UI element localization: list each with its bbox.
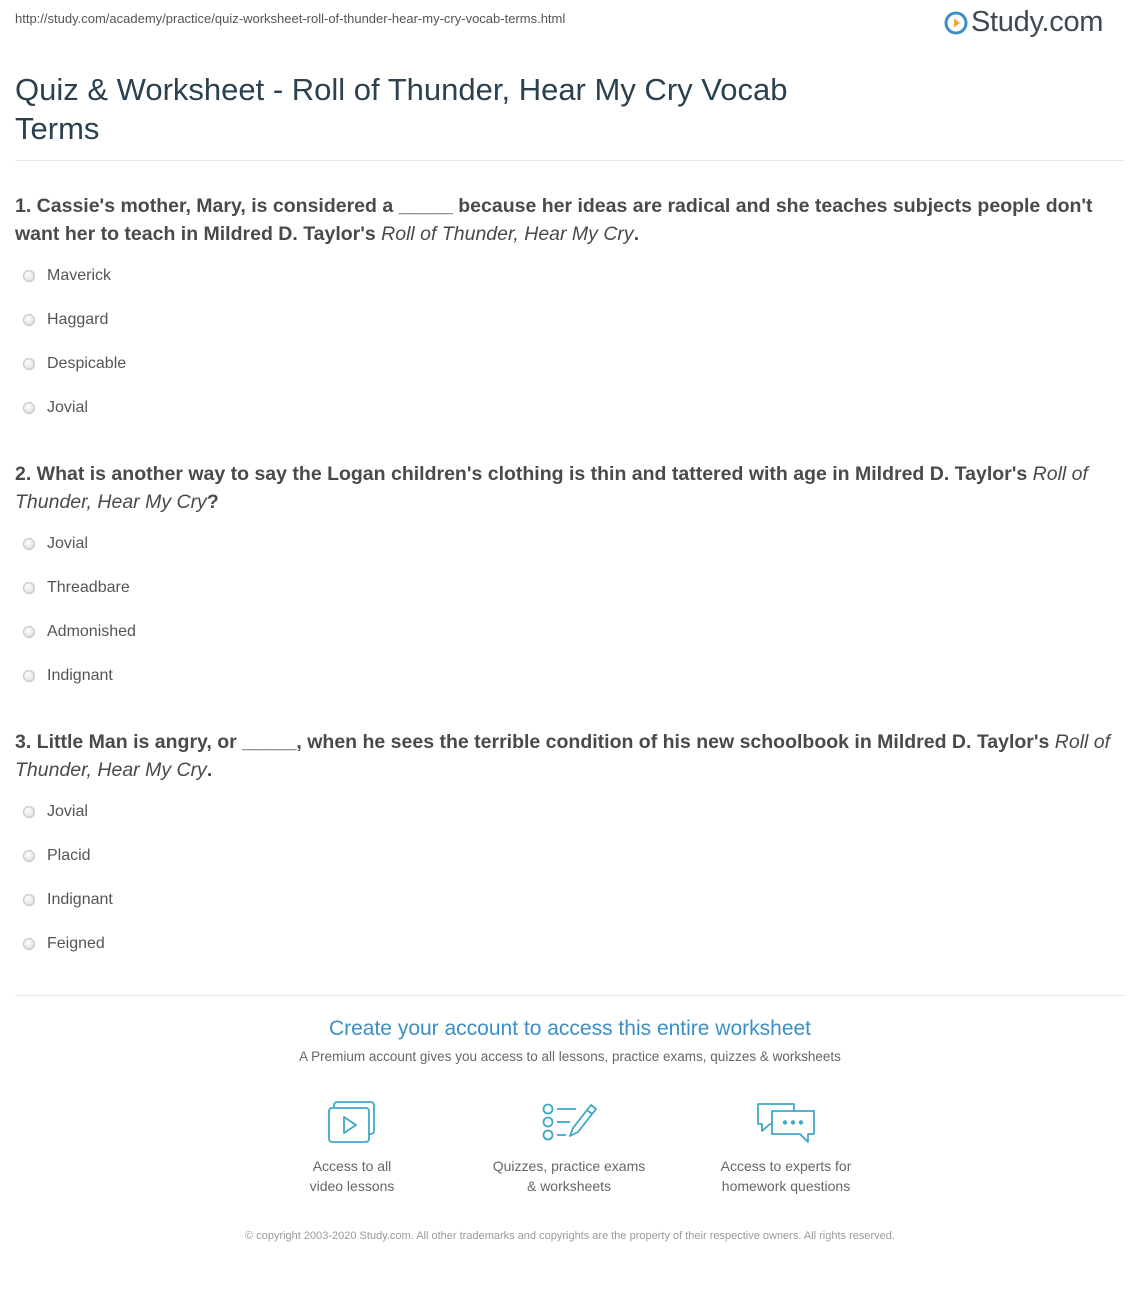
question-3-option-1[interactable] <box>23 803 88 821</box>
option-label: Haggard <box>47 311 109 328</box>
question-1-end: . <box>633 223 640 245</box>
radio-button[interactable] <box>23 538 35 550</box>
page-title-line-2: Terms <box>15 111 100 146</box>
radio-button[interactable] <box>23 358 35 370</box>
question-3-book-title: Roll of Thunder, Hear My Cry <box>15 731 1111 781</box>
option-label: Indignant <box>47 891 113 908</box>
question-2-end: ? <box>206 491 219 513</box>
radio-button[interactable] <box>23 894 35 906</box>
question-3 <box>15 728 1115 784</box>
option-label: Admonished <box>47 623 136 640</box>
header-divider <box>15 160 1125 161</box>
question-1-text: 1. Cassie's mother, Mary, is considered a _____ because her ideas are radical and she teaches subjects people don't want her to teach in Mildred D. Taylor's <box>15 195 1093 245</box>
question-1-option-3[interactable] <box>23 355 126 373</box>
feature-quizzes <box>469 1100 669 1196</box>
option-label: Despicable <box>47 355 127 372</box>
option-label: Jovial <box>47 803 88 820</box>
page-url: http://study.com/academy/practice/quiz-worksheet-roll-of-thunder-hear-my-cry-vocab-terms.html <box>15 11 566 26</box>
study-logo[interactable] <box>944 6 1103 39</box>
feature-video-line-1: Access to all <box>312 1158 392 1174</box>
radio-button[interactable] <box>23 850 35 862</box>
question-1-book-title: Roll of Thunder, Hear My Cry <box>381 223 634 245</box>
create-account-link[interactable]: Create your account to access this entire worksheet <box>328 1017 812 1040</box>
question-1-option-4[interactable] <box>23 399 88 417</box>
feature-video-line-2: video lessons <box>309 1178 395 1194</box>
radio-button[interactable] <box>23 582 35 594</box>
feature-experts-line-2: homework questions <box>721 1178 851 1194</box>
question-2-option-3[interactable] <box>23 623 136 641</box>
question-3-end: . <box>206 759 213 781</box>
option-label: Maverick <box>47 267 112 284</box>
radio-button[interactable] <box>23 314 35 326</box>
question-2-book-title: Roll of Thunder, Hear My Cry <box>15 463 1088 513</box>
option-label: Feigned <box>47 935 105 952</box>
chat-bubbles-icon <box>754 1100 818 1146</box>
question-3-text: 3. Little Man is angry, or _____, when he sees the terrible condition of his new schoolbook in Mildred D. Taylor's <box>15 731 1055 753</box>
question-1-option-2[interactable] <box>23 311 108 329</box>
question-1 <box>15 192 1115 248</box>
question-2-text: 2. What is another way to say the Logan children's clothing is thin and tattered with age in Mildred D. Taylor's <box>15 463 1033 485</box>
question-2-option-4[interactable] <box>23 667 113 685</box>
radio-button[interactable] <box>23 270 35 282</box>
question-3-option-4[interactable] <box>23 935 105 953</box>
radio-button[interactable] <box>23 626 35 638</box>
question-1-option-1[interactable] <box>23 267 111 285</box>
play-circle-logo-icon <box>944 11 968 35</box>
premium-description: A Premium account gives you access to all lessons, practice exams, quizzes & worksheets <box>299 1049 841 1064</box>
feature-experts <box>686 1100 886 1196</box>
question-2-option-2[interactable] <box>23 579 130 597</box>
feature-quizzes-line-1: Quizzes, practice exams <box>492 1158 646 1174</box>
question-3-option-2[interactable] <box>23 847 91 865</box>
question-2-option-1[interactable] <box>23 535 88 553</box>
option-label: Jovial <box>47 399 88 416</box>
radio-button[interactable] <box>23 402 35 414</box>
option-label: Indignant <box>47 667 113 684</box>
copyright-notice: © copyright 2003-2020 Study.com. All other trademarks and copyrights are the property of their respective owners. All rights reserved. <box>245 1230 895 1242</box>
video-lessons-icon <box>326 1100 378 1146</box>
option-label: Placid <box>47 847 91 864</box>
radio-button[interactable] <box>23 806 35 818</box>
radio-button[interactable] <box>23 670 35 682</box>
quiz-checklist-icon <box>540 1100 598 1146</box>
option-label: Jovial <box>47 535 88 552</box>
feature-quizzes-line-2: & worksheets <box>526 1178 612 1194</box>
content-divider <box>15 995 1125 996</box>
question-2 <box>15 460 1115 516</box>
radio-button[interactable] <box>23 938 35 950</box>
page-title-line-1: Quiz & Worksheet - Roll of Thunder, Hear My Cry Vocab <box>15 72 788 107</box>
logo-text: Study.com <box>971 6 1104 38</box>
feature-experts-line-1: Access to experts for <box>720 1158 852 1174</box>
feature-video-lessons <box>252 1100 452 1196</box>
option-label: Threadbare <box>47 579 130 596</box>
question-3-option-3[interactable] <box>23 891 113 909</box>
page-title <box>15 70 915 148</box>
